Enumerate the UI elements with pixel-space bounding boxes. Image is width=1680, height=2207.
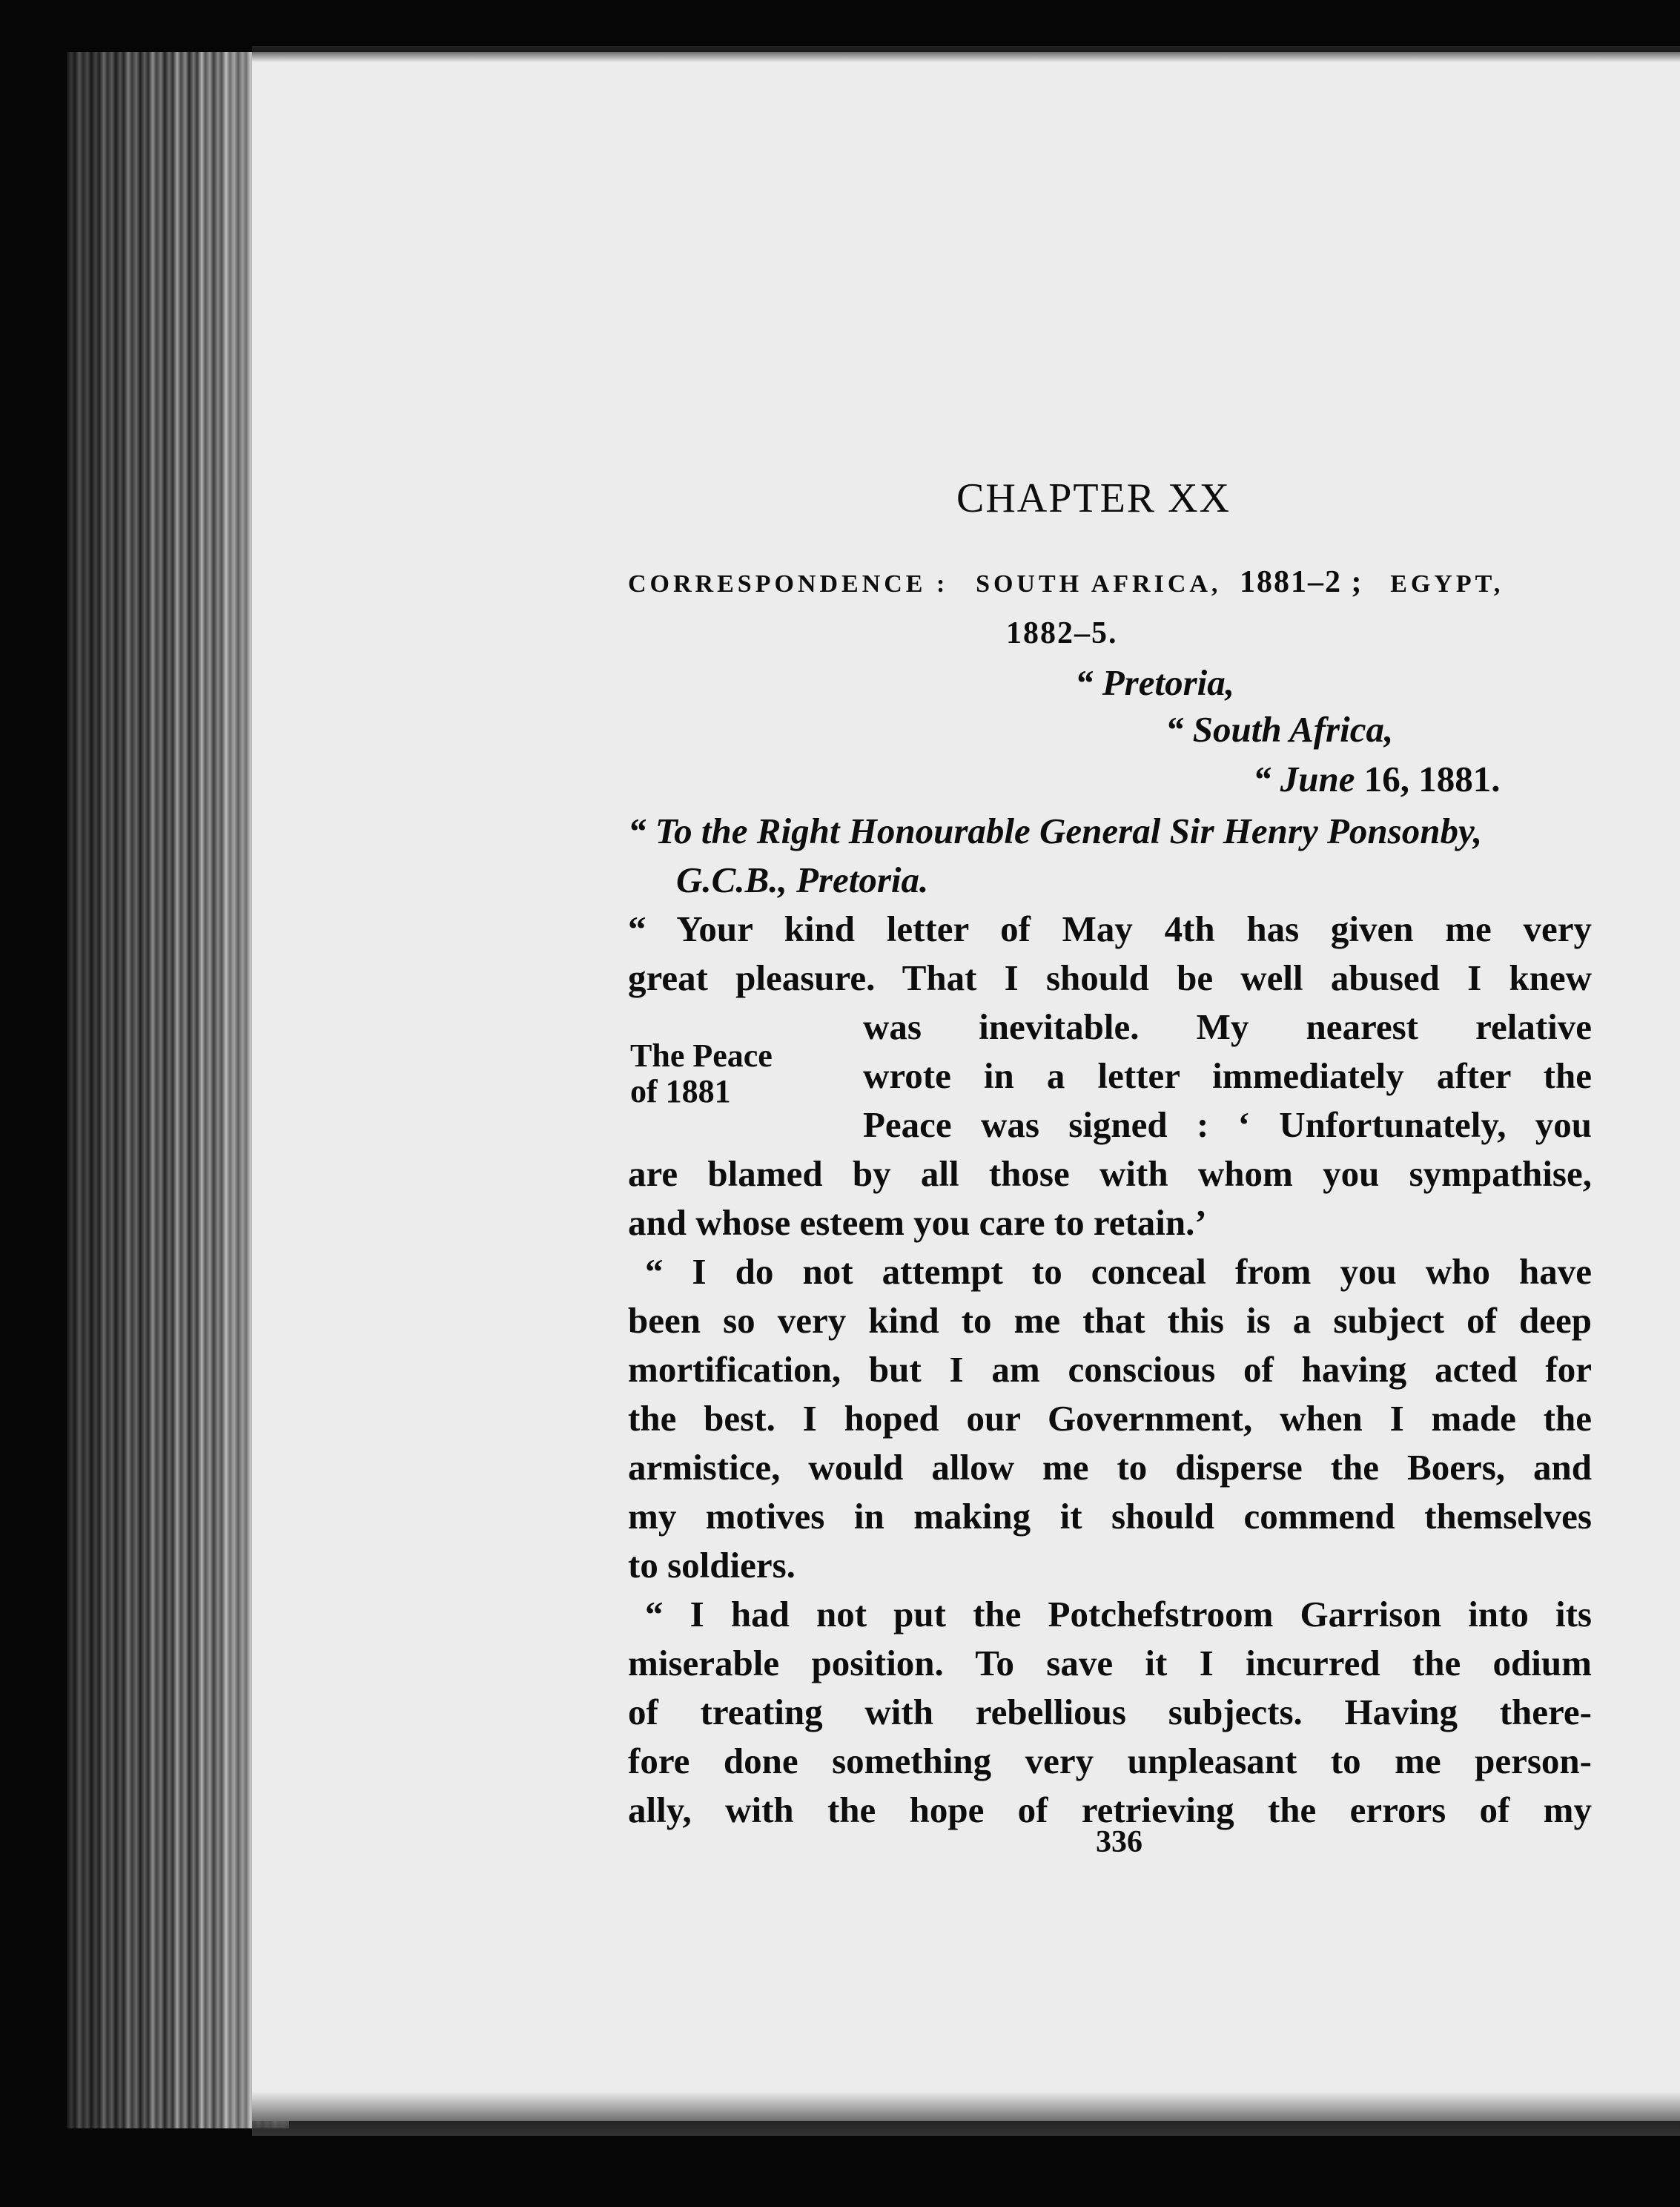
subtitle-part1: SOUTH AFRICA,	[976, 570, 1222, 598]
body-line: mortification, but I am conscious of having acted for	[628, 1349, 1592, 1390]
body-line: Peace was signed : ‘ Unfortunately, you	[863, 1104, 1592, 1145]
subtitle-years2: 1882–5.	[1006, 616, 1118, 650]
body-line: and whose esteem you care to retain.’	[628, 1202, 1207, 1243]
page-bottom-shadow	[252, 2091, 1680, 2136]
body-line: of treating with rebellious subjects. Having there-	[628, 1692, 1592, 1732]
margin-note-line-2: of 1881	[630, 1073, 731, 1109]
body-line: great pleasure. That I should be well abused I knew	[628, 957, 1592, 998]
subtitle-label: CORRESPONDENCE :	[628, 570, 949, 598]
subtitle-part2: EGYPT,	[1390, 570, 1504, 598]
body-line: “ I had not put the Potchefstroom Garrison into its	[645, 1594, 1592, 1634]
page-top-shadow	[252, 46, 1680, 62]
salutation-line-2: G.C.B., Pretoria.	[676, 860, 929, 900]
body-line: are blamed by all those with whom you sympathise,	[628, 1153, 1592, 1194]
body-line: wrote in a letter immediately after the	[863, 1055, 1592, 1096]
body-line: my motives in making it should commend themselves	[628, 1496, 1592, 1537]
body-line: was inevitable. My nearest relative	[863, 1006, 1592, 1047]
body-line: ally, with the hope of retrieving the errors of my	[628, 1789, 1592, 1830]
margin-note-line-1: The Peace	[630, 1037, 773, 1074]
subtitle-years1: 1881–2 ;	[1239, 565, 1363, 599]
address-line-3	[1253, 758, 1501, 800]
address-line-2	[1165, 708, 1393, 750]
body-line: fore done something very unpleasant to me person-	[628, 1741, 1592, 1781]
body-line: to soldiers.	[628, 1545, 796, 1586]
body-line: been so very kind to me that this is a subject of deep	[628, 1300, 1592, 1341]
body-line: “ Your kind letter of May 4th has given me very	[628, 908, 1592, 949]
chapter-subtitle	[628, 558, 1599, 659]
page-number: 336	[1096, 1825, 1142, 1859]
body-line: “ I do not attempt to conceal from you who have	[645, 1251, 1592, 1292]
chapter-heading: CHAPTER XX	[956, 475, 1231, 521]
body-line: the best. I hoped our Government, when I made the	[628, 1398, 1592, 1439]
salutation-line-1: “ To the Right Honourable General Sir Henry Ponsonby,	[628, 811, 1483, 851]
body-line: armistice, would allow me to disperse the Boers, and	[628, 1447, 1592, 1488]
address-date: 16, 1881.	[1363, 759, 1501, 799]
body-line: miserable position. To save it I incurred the odium	[628, 1643, 1592, 1683]
address-line-1	[1075, 662, 1234, 704]
address-country: “ South Africa,	[1165, 709, 1394, 750]
margin-note	[630, 1038, 773, 1109]
address-city: “ Pretoria,	[1075, 662, 1235, 703]
address-month: “ June	[1253, 759, 1355, 799]
